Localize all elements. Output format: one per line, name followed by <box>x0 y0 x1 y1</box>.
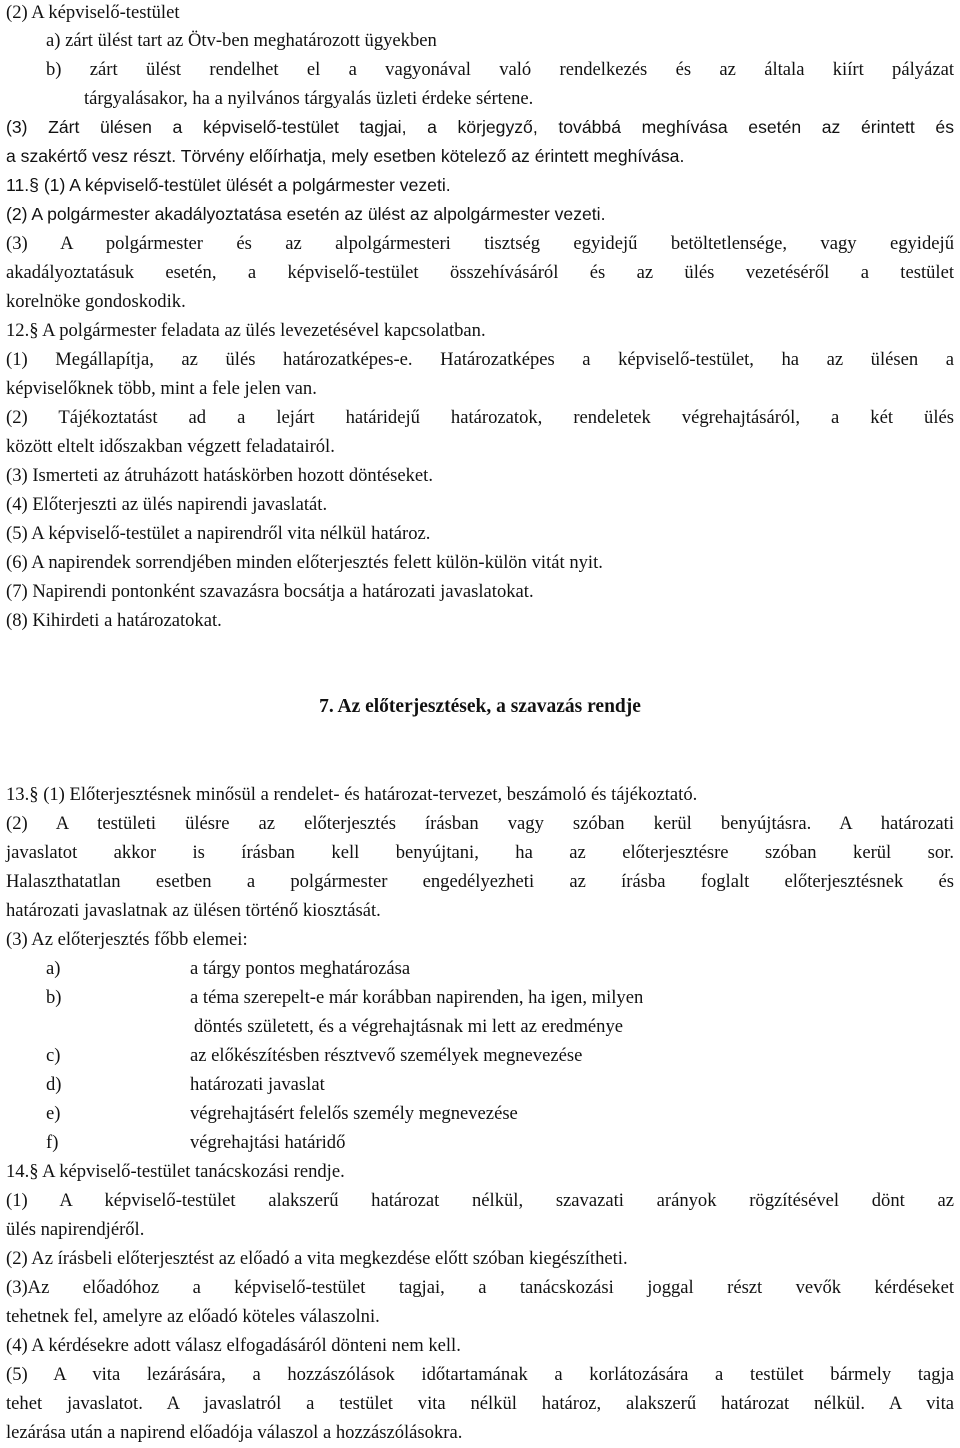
paragraph-line: akadályoztatásuk esetén, a képviselő-testület összehívásáról és az ülés vezetéséről a testület <box>6 262 954 283</box>
element-marker: c) <box>46 1045 61 1066</box>
paragraph-line: korelnöke gondoskodik. <box>6 291 186 312</box>
paragraph-line: (2) A polgármester akadályoztatása esetén az ülést az alpolgármester vezeti. <box>6 204 606 224</box>
paragraph-line: (3) Ismerteti az átruházott hatáskörben hozott döntéseket. <box>6 465 433 486</box>
paragraph-line: között eltelt időszakban végzett feladatairól. <box>6 436 335 457</box>
paragraph-line: (1) A képviselő-testület alakszerű határozat nélkül, szavazati arányok rögzítésével dönt az <box>6 1190 954 1211</box>
paragraph-line: (3) Az előterjesztés főbb elemei: <box>6 929 248 950</box>
paragraph-line: határozati javaslatnak az ülésen történő kiosztását. <box>6 900 381 921</box>
list-item: b) zárt ülést rendelhet el a vagyonával való rendelkezés és az általa kiírt pályázat <box>46 59 954 80</box>
paragraph-line: (2) A testületi ülésre az előterjesztés írásban vagy szóban kerül benyújtásra. A határozati <box>6 813 954 834</box>
element-text: az előkészítésben résztvevő személyek megnevezése <box>190 1045 583 1066</box>
paragraph-line: (4) Előterjeszti az ülés napirendi javaslatát. <box>6 494 328 515</box>
element-marker: d) <box>46 1074 62 1095</box>
paragraph-line: (5) A vita lezárására, a hozzászólások időtartamának a korlátozására a testület bármely tagja <box>6 1364 954 1385</box>
list-item-continuation: tárgyalásakor, ha a nyilvános tárgyalás üzleti érdeke sértene. <box>84 88 534 109</box>
paragraph-line: (2) Az írásbeli előterjesztést az előadó a vita megkezdése előtt szóban kiegészítheti. <box>6 1248 628 1269</box>
section-13-title: 13.§ (1) Előterjesztésnek minősül a rendelet- és határozat-tervezet, beszámoló és tájékoztató. <box>6 784 698 805</box>
element-marker: b) <box>46 987 62 1008</box>
element-marker: e) <box>46 1103 61 1124</box>
section-14-title: 14.§ A képviselő-testület tanácskozási rendje. <box>6 1161 345 1182</box>
paragraph-line: (2) Tájékoztatást ad a lejárt határidejű határozatok, rendeletek végrehajtásáról, a két ülés <box>6 407 954 428</box>
paragraph-line: (1) Megállapítja, az ülés határozatképes-e. Határozatképes a képviselő-testület, ha az ülésen a <box>6 349 954 370</box>
element-text: végrehajtási határidő <box>190 1132 346 1153</box>
paragraph-line: (8) Kihirdeti a határozatokat. <box>6 610 222 631</box>
paragraph-line: ülés napirendjéről. <box>6 1219 145 1240</box>
element-marker: f) <box>46 1132 59 1153</box>
paragraph-line: lezárása után a napirend előadója válaszol a hozzászólásokra. <box>6 1422 463 1443</box>
paragraph-line: képviselőknek több, mint a fele jelen van. <box>6 378 317 399</box>
paragraph-line: (3)Az előadóhoz a képviselő-testület tagjai, a tanácskozási joggal részt vevők kérdéseket <box>6 1277 954 1298</box>
paragraph-line: (7) Napirendi pontonként szavazásra bocsátja a határozati javaslatokat. <box>6 581 534 602</box>
chapter-heading: 7. Az előterjesztések, a szavazás rendje <box>319 696 641 717</box>
paragraph-line: (6) A napirendek sorrendjében minden előterjesztés felett külön-külön vitát nyit. <box>6 552 603 573</box>
paragraph-line: (3) A polgármester és az alpolgármesteri tisztség egyidejű betöltetlensége, vagy egyidejű <box>6 233 954 254</box>
element-marker: a) <box>46 958 61 979</box>
paragraph-line: (4) A kérdésekre adott válasz elfogadásáról dönteni nem kell. <box>6 1335 461 1356</box>
paragraph-line: (5) A képviselő-testület a napirendről vita nélkül határoz. <box>6 523 431 544</box>
paragraph-line: Halaszthatatlan esetben a polgármester engedélyezheti az írásba foglalt előterjesztésnek és <box>6 871 954 892</box>
element-text: a téma szerepelt-e már korábban napirenden, ha igen, milyen <box>190 987 644 1008</box>
paragraph-line: tehet javaslatot. A javaslatról a testület vita nélkül határoz, alakszerű határozat nélkül. A vita <box>6 1393 954 1414</box>
section-11-title: 11.§ (1) A képviselő-testület ülését a polgármester vezeti. <box>6 175 451 195</box>
paragraph-line: (2) A képviselő-testület <box>6 2 180 23</box>
list-item: a) zárt ülést tart az Ötv-ben meghatározott ügyekben <box>46 30 437 51</box>
element-text: határozati javaslat <box>190 1074 325 1095</box>
paragraph-line: (3) Zárt ülésen a képviselő-testület tagjai, a körjegyző, továbbá meghívása esetén az érintett és <box>6 117 954 137</box>
paragraph-line: a szakértő vesz részt. Törvény előírhatja, mely esetben kötelező az érintett meghívása. <box>6 146 685 166</box>
section-12-title: 12.§ A polgármester feladata az ülés levezetésével kapcsolatban. <box>6 320 486 341</box>
element-text: végrehajtásért felelős személy megnevezése <box>190 1103 518 1124</box>
paragraph-line: javaslatot akkor is írásban kell benyújtani, ha az előterjesztésre szóban kerül sor. <box>6 842 954 863</box>
element-text: a tárgy pontos meghatározása <box>190 958 411 979</box>
element-text-continuation: döntés született, és a végrehajtásnak mi lett az eredménye <box>194 1016 624 1037</box>
paragraph-line: tehetnek fel, amelyre az előadó köteles válaszolni. <box>6 1306 380 1327</box>
